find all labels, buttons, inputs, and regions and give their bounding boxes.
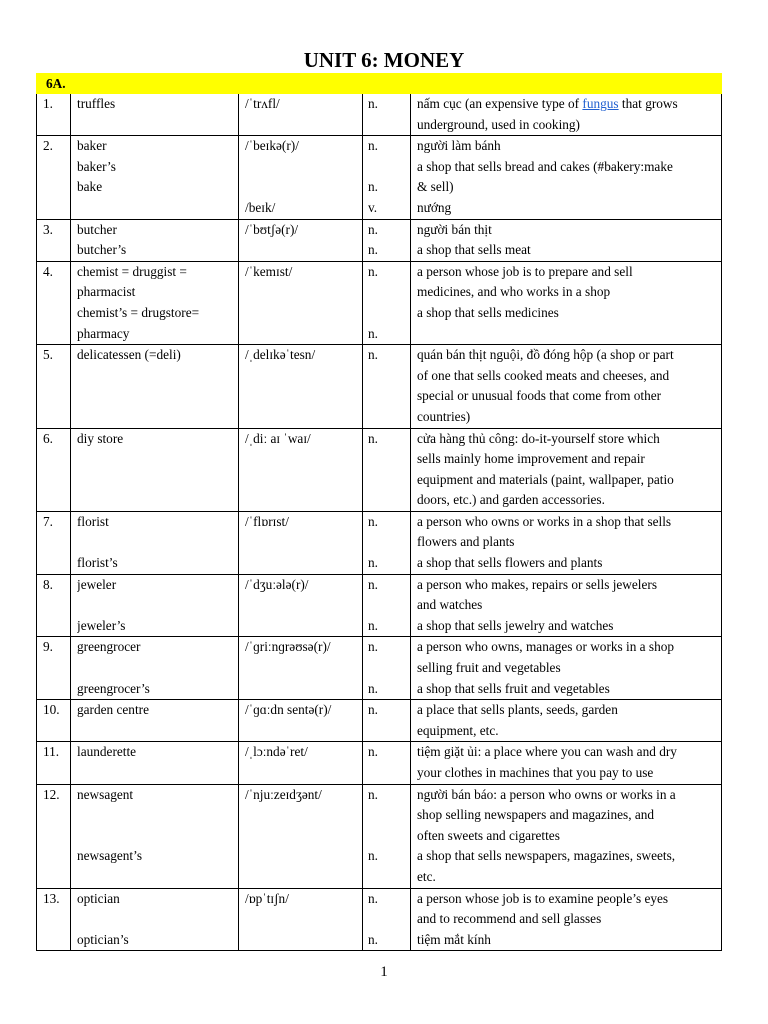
pronunciation-cell-line (245, 303, 358, 324)
pronunciation-cell-line (245, 449, 358, 470)
meaning-line: a shop that sells fruit and vegetables (417, 680, 610, 696)
meaning-line: and watches (417, 597, 483, 613)
part-of-speech-cell (363, 784, 411, 888)
meaning-line: & sell) (417, 179, 454, 195)
vocab-row (37, 784, 722, 888)
vocabulary-table-body (37, 74, 722, 951)
meaning-line: shop selling newspapers and magazines, and (417, 807, 655, 823)
pronunciation-cell (239, 742, 363, 784)
meaning-cell (411, 888, 722, 951)
part-of-speech-cell-line (368, 867, 406, 888)
pronunciation-cell (239, 261, 363, 344)
meaning-cell (411, 574, 722, 637)
meaning-text: nấm cục (an expensive type of (417, 96, 583, 111)
meaning-line: a shop that sells jewelry and watches (417, 617, 614, 633)
meaning-line: doors, etc.) and garden accessories. (417, 492, 605, 508)
part-of-speech-cell (363, 700, 411, 742)
section-label: 6A. (37, 74, 722, 94)
page-title: UNIT 6: MONEY (303, 48, 465, 72)
row-number (37, 136, 71, 219)
word-cell-line (77, 763, 234, 784)
row-number-text: 11. (43, 744, 60, 760)
part-of-speech-cell (363, 261, 411, 344)
row-number (37, 94, 71, 136)
pronunciation-cell-line: /ˈflɒrɪst/ (245, 513, 289, 529)
pronunciation-cell-line (245, 826, 358, 847)
part-of-speech-cell-line (368, 826, 406, 847)
word-cell-line (77, 805, 234, 826)
pronunciation-cell-line (245, 470, 358, 491)
meaning-line: tiệm giặt ủi: a place where you can wash and dry (417, 744, 677, 760)
pronunciation-cell-line (245, 616, 358, 637)
word-cell-line: garden centre (77, 702, 149, 718)
pronunciation-cell-line: /ˈdʒuːələ(r)/ (245, 576, 309, 592)
part-of-speech-cell (363, 637, 411, 700)
pronunciation-cell (239, 574, 363, 637)
part-of-speech-cell-line (368, 282, 406, 303)
pronunciation-cell-line (245, 407, 358, 428)
row-number-text: 8. (43, 576, 53, 592)
word-cell-line (77, 721, 234, 742)
row-number-text: 7. (43, 513, 53, 529)
pronunciation-cell-line: /ˈnjuːzeɪdʒənt/ (245, 786, 322, 802)
vocabulary-table (36, 73, 722, 951)
meaning-line: a person who makes, repairs or sells jewelers (417, 576, 658, 592)
word-cell-line (77, 658, 234, 679)
meaning-line: sells mainly home improvement and repair (417, 451, 645, 467)
row-number-text: 3. (43, 221, 53, 237)
part-of-speech-cell-line: n. (368, 221, 378, 237)
word-cell-line: chemist’s = drugstore= (77, 304, 200, 320)
word-cell (71, 637, 239, 700)
word-cell-line (77, 867, 234, 888)
row-number (37, 345, 71, 428)
meaning-line: selling fruit and vegetables (417, 660, 561, 676)
pronunciation-cell-line (245, 366, 358, 387)
part-of-speech-cell-line (368, 658, 406, 679)
meaning-line (417, 324, 717, 345)
meaning-line: a shop that sells medicines (417, 304, 559, 320)
meaning-line: a person who owns or works in a shop that sells (417, 513, 672, 529)
meaning-cell (411, 219, 722, 261)
pronunciation-cell-line: /ˈbeɪkə(r)/ (245, 138, 299, 154)
pronunciation-cell (239, 511, 363, 574)
part-of-speech-cell (363, 345, 411, 428)
row-number (37, 700, 71, 742)
meaning-line: countries) (417, 408, 471, 424)
word-cell (71, 700, 239, 742)
row-number (37, 742, 71, 784)
meaning-line: equipment and materials (paint, wallpaper, patio (417, 471, 674, 487)
word-cell-line: newsagent (77, 786, 134, 802)
vocab-row (37, 136, 722, 219)
word-cell-line: chemist = druggist = (77, 263, 187, 279)
part-of-speech-cell-line (368, 303, 406, 324)
part-of-speech-cell-line: n. (368, 325, 378, 341)
meaning-line: người làm bánh (417, 138, 501, 154)
meaning-line: a place that sells plants, seeds, garden (417, 702, 618, 718)
part-of-speech-cell (363, 219, 411, 261)
part-of-speech-cell-line (368, 909, 406, 930)
part-of-speech-cell-line (368, 449, 406, 470)
part-of-speech-cell-line: n. (368, 179, 378, 195)
meaning-text: that grows (618, 96, 678, 111)
pronunciation-cell-line (245, 553, 358, 574)
pronunciation-cell-line (245, 177, 358, 198)
meaning-line: your clothes in machines that you pay to use (417, 765, 654, 780)
word-cell (71, 428, 239, 511)
part-of-speech-cell (363, 511, 411, 574)
part-of-speech-cell-line: n. (368, 680, 378, 696)
meaning-cell (411, 261, 722, 344)
word-cell-line (77, 490, 234, 511)
meaning-cell (411, 700, 722, 742)
meaning-line: quán bán thịt nguội, đồ đóng hộp (a shop or part (417, 347, 674, 363)
meaning-line: người bán thịt (417, 221, 492, 237)
meaning-line: a shop that sells newspapers, magazines, sweets, (417, 848, 676, 864)
row-number (37, 511, 71, 574)
part-of-speech-cell-line: n. (368, 702, 378, 718)
pronunciation-cell-line (245, 532, 358, 553)
meaning-line: medicines, and who works in a shop (417, 284, 611, 300)
part-of-speech-cell-line: n. (368, 639, 378, 655)
word-cell-line (77, 470, 234, 491)
meaning-cell (411, 784, 722, 888)
row-number-text: 6. (43, 430, 53, 446)
vocab-row (37, 428, 722, 511)
meaning-line: etc. (417, 868, 436, 884)
pronunciation-cell-line (245, 324, 358, 345)
vocab-row (37, 345, 722, 428)
word-cell-line: florist’s (77, 555, 118, 571)
pronunciation-cell-line (245, 909, 358, 930)
part-of-speech-cell-line: v. (368, 199, 378, 215)
word-cell-line (77, 366, 234, 387)
row-number (37, 574, 71, 637)
word-cell-line: pharmacist (77, 284, 136, 300)
word-cell-line: optician’s (77, 931, 129, 947)
meaning-line: underground, used in cooking) (417, 116, 580, 132)
row-number-text: 9. (43, 639, 53, 655)
pronunciation-cell (239, 136, 363, 219)
pronunciation-cell-line: /ˌdiː aɪ ˈwaɪ/ (245, 430, 311, 446)
page-number: 1 (380, 964, 388, 980)
word-cell-line (77, 532, 234, 553)
pronunciation-cell (239, 637, 363, 700)
part-of-speech-cell-line (368, 470, 406, 491)
word-cell (71, 136, 239, 219)
vocab-row (37, 574, 722, 637)
pronunciation-cell-line (245, 157, 358, 178)
word-cell-line: baker’s (77, 158, 116, 174)
part-of-speech-cell (363, 94, 411, 136)
vocab-row (37, 511, 722, 574)
meaning-cell (411, 136, 722, 219)
part-of-speech-cell-line: n. (368, 430, 378, 446)
row-number-text: 4. (43, 263, 53, 279)
pronunciation-cell-line (245, 679, 358, 700)
word-cell-line: butcher’s (77, 242, 127, 258)
part-of-speech-cell-line (368, 805, 406, 826)
meaning-line: equipment, etc. (417, 722, 499, 738)
pronunciation-cell-line: /beɪk/ (245, 199, 276, 215)
meaning-line: người bán báo: a person who owns or works in a (417, 786, 676, 802)
meaning-line (417, 94, 717, 115)
part-of-speech-cell-line (368, 407, 406, 428)
pronunciation-cell (239, 888, 363, 951)
word-cell (71, 574, 239, 637)
meaning-line: a person whose job is to examine people’s eyes (417, 890, 669, 906)
row-number-text: 2. (43, 138, 53, 154)
part-of-speech-cell-line (368, 721, 406, 742)
word-cell-line: optician (77, 890, 120, 906)
pronunciation-cell-line (245, 595, 358, 616)
row-number (37, 219, 71, 261)
pronunciation-cell-line (245, 240, 358, 261)
meaning-line: a shop that sells meat (417, 242, 531, 258)
part-of-speech-cell (363, 888, 411, 951)
pronunciation-cell-line: /ˌlɔːndəˈret/ (245, 744, 308, 760)
word-cell-line: launderette (77, 744, 137, 760)
word-cell-line: baker (77, 138, 107, 154)
word-cell-line: pharmacy (77, 325, 130, 341)
word-cell-line: bake (77, 179, 103, 195)
word-cell (71, 888, 239, 951)
pronunciation-cell-line (245, 930, 358, 951)
word-cell-line: butcher (77, 221, 117, 237)
meaning-line: of one that sells cooked meats and cheeses, and (417, 367, 670, 383)
part-of-speech-cell-line (368, 386, 406, 407)
word-cell-line (77, 407, 234, 428)
part-of-speech-cell-line (368, 490, 406, 511)
row-number (37, 888, 71, 951)
meaning-line: a shop that sells flowers and plants (417, 555, 603, 571)
part-of-speech-cell-line: n. (368, 138, 378, 154)
pronunciation-cell (239, 700, 363, 742)
pronunciation-cell (239, 345, 363, 428)
meaning-cell (411, 637, 722, 700)
pronunciation-cell (239, 784, 363, 888)
word-cell-line: delicatessen (=deli) (77, 347, 181, 363)
pronunciation-cell-line: /ɒpˈtɪʃn/ (245, 890, 289, 906)
meaning-line: a person whose job is to prepare and sell (417, 263, 633, 279)
part-of-speech-cell (363, 574, 411, 637)
pronunciation-cell-line (245, 386, 358, 407)
word-cell-line: truffles (77, 96, 116, 111)
vocab-row (37, 219, 722, 261)
meaning-line: often sweets and cigarettes (417, 827, 560, 843)
row-number (37, 428, 71, 511)
row-number (37, 261, 71, 344)
row-number (37, 784, 71, 888)
part-of-speech-cell-line: n. (368, 513, 378, 529)
dictionary-link[interactable]: fungus (582, 96, 619, 111)
part-of-speech-cell-line: n. (368, 347, 378, 363)
pronunciation-cell-line: /ˌdelɪkəˈtesn/ (245, 347, 316, 363)
row-number (37, 637, 71, 700)
word-cell-line: diy store (77, 430, 124, 446)
part-of-speech-cell-line: n. (368, 848, 378, 864)
part-of-speech-cell-line (368, 157, 406, 178)
meaning-line: a person who owns, manages or works in a shop (417, 639, 675, 655)
part-of-speech-cell-line: n. (368, 576, 378, 592)
pronunciation-cell-line: /ˈbʊtʃə(r)/ (245, 221, 299, 237)
part-of-speech-cell-line: n. (368, 242, 378, 258)
vocab-row (37, 700, 722, 742)
meaning-line: cửa hàng thủ công: do-it-yourself store which (417, 430, 660, 446)
meaning-cell (411, 742, 722, 784)
row-number-text: 13. (43, 890, 60, 906)
part-of-speech-cell-line: n. (368, 890, 378, 906)
part-of-speech-cell-line: n. (368, 263, 378, 279)
vocab-row (37, 888, 722, 951)
meaning-line: nướng (417, 199, 452, 215)
meaning-line: flowers and plants (417, 534, 515, 550)
word-cell-line: jeweler (77, 576, 117, 592)
word-cell (71, 511, 239, 574)
part-of-speech-cell-line: n. (368, 617, 378, 633)
pronunciation-cell-line (245, 805, 358, 826)
word-cell (71, 784, 239, 888)
word-cell-line: florist (77, 513, 109, 529)
pronunciation-cell-line: /ˈtrʌfl/ (245, 96, 280, 111)
part-of-speech-cell-line: n. (368, 96, 378, 111)
meaning-cell (411, 428, 722, 511)
part-of-speech-cell-line (368, 595, 406, 616)
word-cell-line (77, 909, 234, 930)
pronunciation-cell-line (245, 658, 358, 679)
word-cell (71, 94, 239, 136)
word-cell-line (77, 386, 234, 407)
pronunciation-cell-line: /ˈɡriːnɡrəʊsə(r)/ (245, 639, 331, 655)
meaning-cell (411, 94, 722, 136)
word-cell-line (77, 449, 234, 470)
word-cell (71, 261, 239, 344)
part-of-speech-cell-line (368, 763, 406, 784)
part-of-speech-cell-line: n. (368, 744, 378, 760)
pronunciation-cell (239, 219, 363, 261)
pronunciation-cell-line (245, 846, 358, 867)
word-cell-line (77, 595, 234, 616)
part-of-speech-cell-line (368, 366, 406, 387)
part-of-speech-cell (363, 428, 411, 511)
word-cell (71, 219, 239, 261)
pronunciation-cell-line (245, 282, 358, 303)
word-cell-line (77, 826, 234, 847)
pronunciation-cell-line: /ˈkemɪst/ (245, 263, 293, 279)
part-of-speech-cell (363, 136, 411, 219)
row-number-text: 5. (43, 347, 53, 363)
pronunciation-cell (239, 94, 363, 136)
part-of-speech-cell-line: n. (368, 555, 378, 571)
pronunciation-cell-line (245, 490, 358, 511)
word-cell-line: greengrocer (77, 639, 141, 655)
word-cell-line: greengrocer’s (77, 680, 150, 696)
part-of-speech-cell (363, 742, 411, 784)
meaning-line: tiệm mắt kính (417, 931, 491, 947)
meaning-cell (411, 345, 722, 428)
pronunciation-cell-line: /ˈɡɑːdn sentə(r)/ (245, 702, 332, 718)
part-of-speech-cell-line: n. (368, 786, 378, 802)
vocab-row (37, 94, 722, 136)
vocab-row (37, 637, 722, 700)
part-of-speech-cell-line (368, 532, 406, 553)
pronunciation-cell-line (245, 721, 358, 742)
row-number-text: 12. (43, 786, 60, 802)
word-cell-line (77, 198, 234, 219)
row-number-text: 1. (43, 96, 53, 111)
pronunciation-cell (239, 428, 363, 511)
vocab-row (37, 742, 722, 784)
pronunciation-cell-line (245, 867, 358, 888)
word-cell (71, 345, 239, 428)
meaning-line: special or unusual foods that come from other (417, 388, 662, 404)
meaning-line: and to recommend and sell glasses (417, 911, 602, 927)
word-cell-line: newsagent’s (77, 848, 142, 864)
row-number-text: 10. (43, 702, 60, 718)
pronunciation-cell-line (245, 763, 358, 784)
vocab-row (37, 261, 722, 344)
word-cell (71, 742, 239, 784)
section-header-row (37, 74, 722, 94)
part-of-speech-cell-line: n. (368, 931, 378, 947)
meaning-cell (411, 511, 722, 574)
meaning-line: a shop that sells bread and cakes (#bakery:make (417, 158, 673, 174)
word-cell-line: jeweler’s (77, 617, 126, 633)
